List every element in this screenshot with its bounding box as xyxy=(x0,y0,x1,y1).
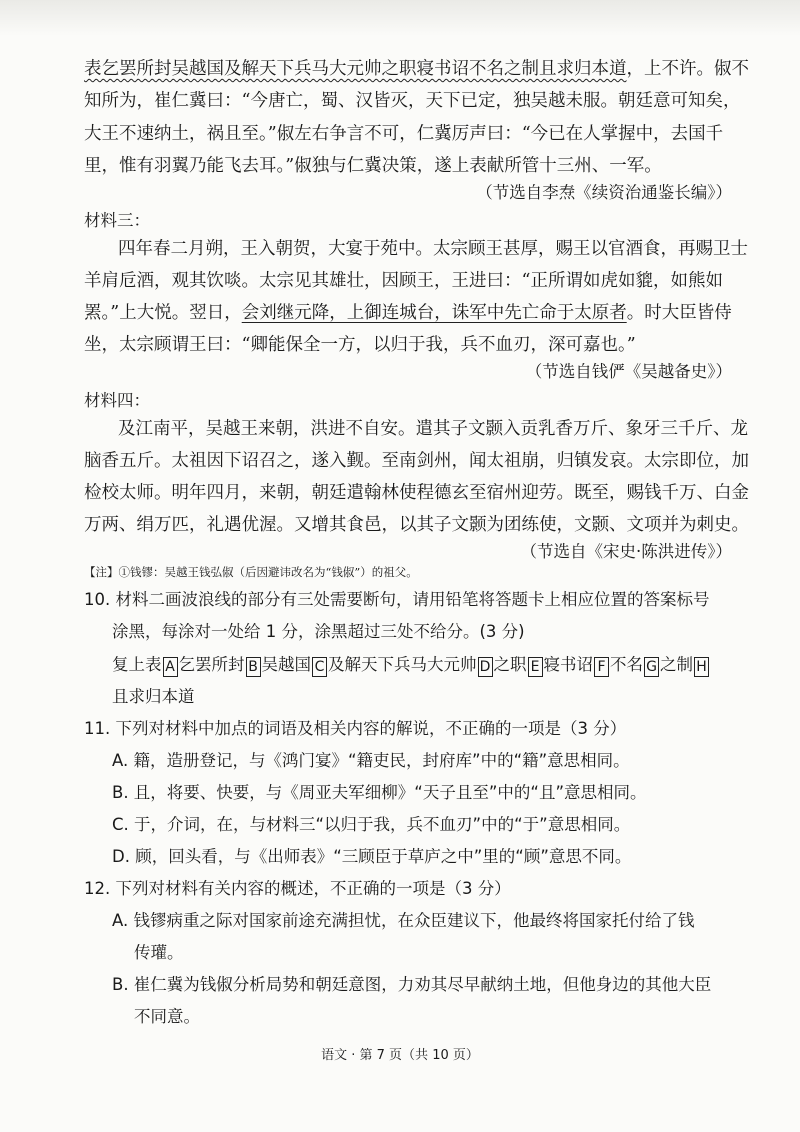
answer-box-f[interactable]: F xyxy=(594,657,609,677)
q12-option-a-cont: 传瓘。 xyxy=(134,943,184,962)
material4-source: （节选自《宋史·陈洪进传》） xyxy=(520,542,732,561)
answer-box-e[interactable]: E xyxy=(528,657,543,677)
q10-stem-line-2: 涂黑，每涂对一处给 1 分，涂黑超过三处不给分。(3 分) xyxy=(112,622,525,641)
material2-line-3: 大王不速纳土，祸且至。”俶左右争言不可，仁冀厉声曰：“今已在人掌握中，去国千 xyxy=(84,124,724,144)
material3-line-2: 羊肩卮酒，观其饮啖。太宗见其雄壮，因顾王，王进曰：“正所谓如虎如貔，如熊如 xyxy=(84,271,723,291)
q12-option-b[interactable]: B. 崔仁冀为钱俶分析局势和朝廷意图，力劝其尽早献纳土地，但他身边的其他大臣 xyxy=(112,975,712,994)
q10-segmented-sentence: 复上表 A 乞罢所封 B 吴越国 C 及解天下兵马大元帅 D 之职 E 寝书诏 F 不名 G 之制 H xyxy=(112,654,710,677)
q11-option-b[interactable]: B. 且，将要、快要，与《周亚夫军细柳》“天子且至”中的“且”意思相同。 xyxy=(112,783,647,802)
answer-box-d[interactable]: D xyxy=(478,657,493,677)
material4-line-1: 及江南平，吴越王来朝，洪进不自安。遣其子文颢入贡乳香万斤、象牙三千斤、龙 xyxy=(118,419,748,439)
material3-line-4: 坐，太宗顾谓王曰：“卿能保全一方，以归于我，兵不血刃，深可嘉也。” xyxy=(84,335,636,355)
q10-sentence-tail: 且求归本道 xyxy=(112,687,195,706)
material4-line-2: 脑香五斤。太祖因下诏召之，遂入觐。至南剑州，闻太祖崩，归镇发哀。太宗即位，加 xyxy=(84,451,749,471)
q12-option-b-cont: 不同意。 xyxy=(134,1007,200,1026)
q11-option-c[interactable]: C. 于，介词，在，与材料三“以归于我，兵不血刃”中的“于”意思相同。 xyxy=(112,815,631,834)
q11-option-d[interactable]: D. 顾，回头看，与《出师表》“三顾臣于草庐之中”里的“顾”意思不同。 xyxy=(112,847,632,866)
material3-line-3: 罴。”上大悦。翌日，会刘继元降，上御连城台，诛军中先亡命于太原者。时大臣皆侍 xyxy=(84,303,732,323)
material2-source: （节选自李焘《续资治通鉴长编》） xyxy=(476,183,732,202)
q11-option-a[interactable]: A. 籍，造册登记，与《鸿门宴》“籍吏民，封府库”中的“籍”意思相同。 xyxy=(112,751,630,770)
answer-box-h[interactable]: H xyxy=(694,657,709,677)
wavy-underlined-text: 表乞罢所封吴越国及解天下兵马大元帅之职寝书诏不名之制且求归本道 xyxy=(84,59,627,79)
material4-heading: 材料四： xyxy=(84,391,150,410)
answer-box-a[interactable]: A xyxy=(163,657,178,677)
material4-line-3: 检校太师。明年四月，来朝，朝廷遣翰林使程德玄至宿州迎劳。既至，赐钱千万、白金 xyxy=(84,483,749,503)
straight-underlined-text: 会刘继元降，上御连城台，诛军中先亡命于太原者 xyxy=(241,303,627,323)
material3-source: （节选自钱俨《吴越备史》） xyxy=(525,362,732,381)
answer-box-c[interactable]: C xyxy=(312,657,327,677)
q10-stem-line-1: 10. 材料二画波浪线的部分有三处需要断句，请用铅笔将答题卡上相应位置的答案标号 xyxy=(84,590,710,609)
material3-line-1: 四年春二月朔，王入朝贺，大宴于苑中。太宗顾王甚厚，赐王以官酒食，再赐卫士 xyxy=(118,239,748,259)
material2-line-2: 知所为，崔仁冀曰：“今唐亡，蜀、汉皆灭，天下已定，独吴越未服。朝廷意可知矣， xyxy=(84,91,741,111)
material2-line-1: 表乞罢所封吴越国及解天下兵马大元帅之职寝书诏不名之制且求归本道，上不许。俶不 xyxy=(84,59,749,79)
material4-line-4: 万两、绢万匹，礼遇优渥。又增其食邑，以其子文颢为团练使，文颢、文项并为刺史。 xyxy=(84,515,749,535)
material2-line-4: 里，惟有羽翼乃能飞去耳。”俶独与仁冀决策，遂上表献所管十三州、一军。 xyxy=(84,156,662,176)
q11-stem: 11. 下列对材料中加点的词语及相关内容的解说，不正确的一项是（3 分） xyxy=(84,719,627,738)
answer-box-b[interactable]: B xyxy=(246,657,261,677)
page-footer: 语文 · 第 7 页（共 10 页） xyxy=(321,1048,479,1063)
answer-box-g[interactable]: G xyxy=(644,657,659,677)
q12-option-a[interactable]: A. 钱镠病重之际对国家前途充满担忧，在众臣建议下，他最终将国家托付给了钱 xyxy=(112,911,695,930)
q12-stem: 12. 下列对材料有关内容的概述，不正确的一项是（3 分） xyxy=(84,879,511,898)
footnote: 【注】①钱镠：吴越王钱弘俶（后因避讳改名为“钱俶”）的祖父。 xyxy=(84,565,418,579)
scan-shadow xyxy=(0,0,800,36)
material3-heading: 材料三： xyxy=(84,211,150,230)
